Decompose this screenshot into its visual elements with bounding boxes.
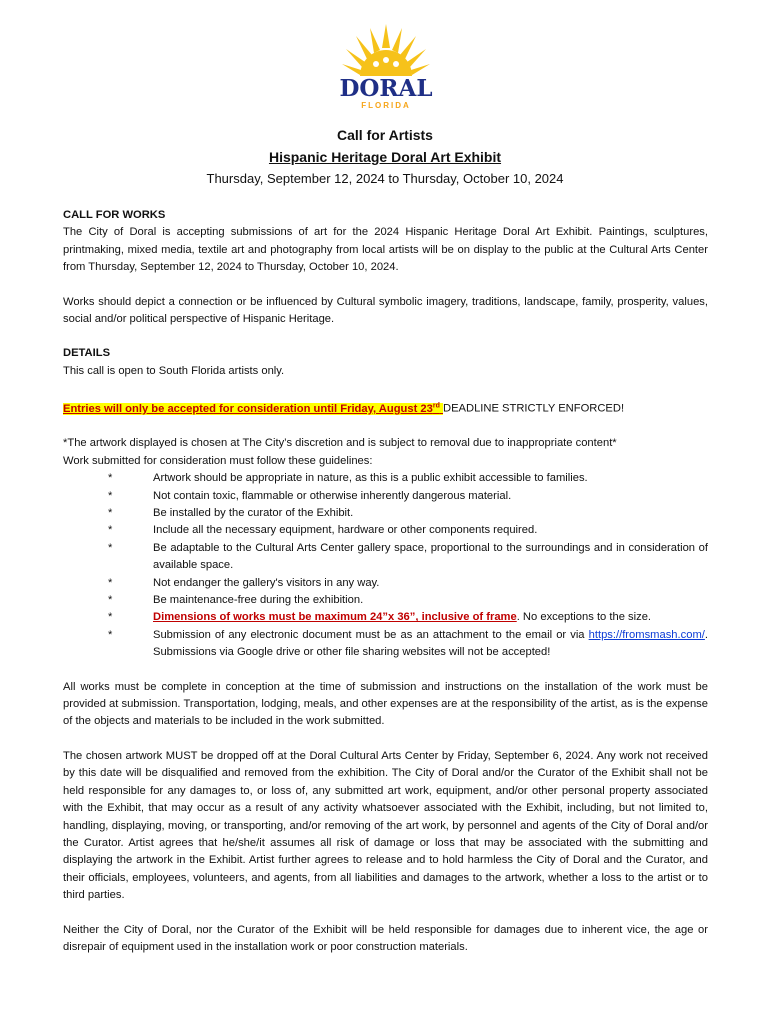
details-heading: DETAILS <box>63 347 111 360</box>
deadline-line <box>63 397 708 418</box>
doral-logo <box>330 22 442 112</box>
dropoff-paragraph: The chosen artwork MUST be dropped off at the Doral Cultural Arts Center by Friday, September 6, 2024. Any work not received by this date will be disqualified and removed from the exhibition. The City of Doral and/or the Curator of the Exhibit shall not be held responsible for any damages to, or loss of, any submitted art work, equipment, and/or other personal property associated with the Exhibit, that may occur as a result of any activity whatsoever associated with the Exhibit, including, but not limited to, handling, displaying, moving, or transporting, and/or removing of the art work, by personnel and agents of the City of Doral and/or the Curator. Artist agrees that he/she/it assumes all risk of damage or loss that may be associated with the submitting and displaying the artwork in the Exhibit. Artist further agrees to release and to hold harmless the City of Doral and the Curator, and their officials, employees, volunteers, and agents, from all liabilities and damages to the artwork, whether a loss to the artist or to third parties. <box>63 749 708 902</box>
logo-wordmark: DORAL <box>339 75 433 102</box>
guidelines-intro: Work submitted for consideration must follow these guidelines: <box>63 454 373 467</box>
completion-paragraph: All works must be complete in conception at the time of submission and instructions on the installation of the work must be provided at submission. Transportation, lodging, meals, and other expenses are at the responsibility of the artist, as is the expense of the objects and materials to be included in the work submitted. <box>63 680 708 728</box>
eligibility-text: This call is open to South Florida artists only. <box>63 364 285 377</box>
list-item: * Artwork should be appropriate in nature, as this is a public exhibit accessible to families. <box>108 472 588 485</box>
list-item: * Not contain toxic, flammable or otherwise inherently dangerous material. <box>108 489 512 502</box>
list-item: * Be maintenance-free during the exhibition. <box>108 594 364 607</box>
liability-paragraph: Neither the City of Doral, nor the Curator of the Exhibit will be held responsible for damages due to inherent vice, the age or disrepair of equipment used in the installation work or poor construction materials. <box>63 923 708 953</box>
list-item: * Be adaptable to the Cultural Arts Center gallery space, proportional to the surroundings and in consideration of available space. <box>108 541 708 572</box>
page-title: Call for Artists <box>337 127 433 143</box>
call-for-works-paragraph: The City of Doral is accepting submissions of art for the 2024 Hispanic Heritage Doral Art Exhibit. Paintings, sculptures, printmaking, mixed media, textile art and photography from local artists will be on display to the public at the Cultural Arts Center from Thursday, September 12, 2024 to Thursday, October 10, 2024. <box>63 226 708 274</box>
list-item: * Not endanger the gallery's visitors in any way. <box>108 576 380 589</box>
deadline-highlight: Entries will only be accepted for consideration until Friday, August 23rd <box>63 403 443 415</box>
exhibit-dates: Thursday, September 12, 2024 to Thursday, October 10, 2024 <box>206 171 564 186</box>
sun-icon <box>330 22 442 112</box>
list-item: * Be installed by the curator of the Exhibit. <box>108 507 354 520</box>
call-for-works-heading: CALL FOR WORKS <box>63 209 166 221</box>
list-item: * Dimensions of works must be maximum 24”x 36”, inclusive of frame. No exceptions to the size. <box>108 611 652 624</box>
theme-paragraph: Works should depict a connection or be influenced by Cultural symbolic imagery, traditions, landscape, family, prosperity, values, social and/or political perspective of Hispanic Heritage. <box>63 295 708 326</box>
logo-subtitle: FLORIDA <box>361 101 411 110</box>
disclaimer-text: *The artwork displayed is chosen at The City’s discretion and is subject to removal due to inappropriate content* <box>63 437 617 450</box>
fromsmash-link[interactable]: https://fromsmash.com/ <box>588 628 705 641</box>
dimensions-requirement: Dimensions of works must be maximum 24”x 36”, inclusive of frame <box>153 611 517 624</box>
exhibit-title: Hispanic Heritage Doral Art Exhibit <box>268 149 502 165</box>
deadline-enforced: DEADLINE STRICTLY ENFORCED! <box>442 402 625 415</box>
document-body <box>63 207 708 956</box>
list-item: * Submission of any electronic document must be as an attachment to the email or via https://fromsmash.com/. Submissions via Google drive or other file sharing websites will not be accepted! <box>108 628 708 659</box>
list-item: * Include all the necessary equipment, hardware or other components required. <box>108 524 538 537</box>
guidelines-list <box>63 470 708 661</box>
